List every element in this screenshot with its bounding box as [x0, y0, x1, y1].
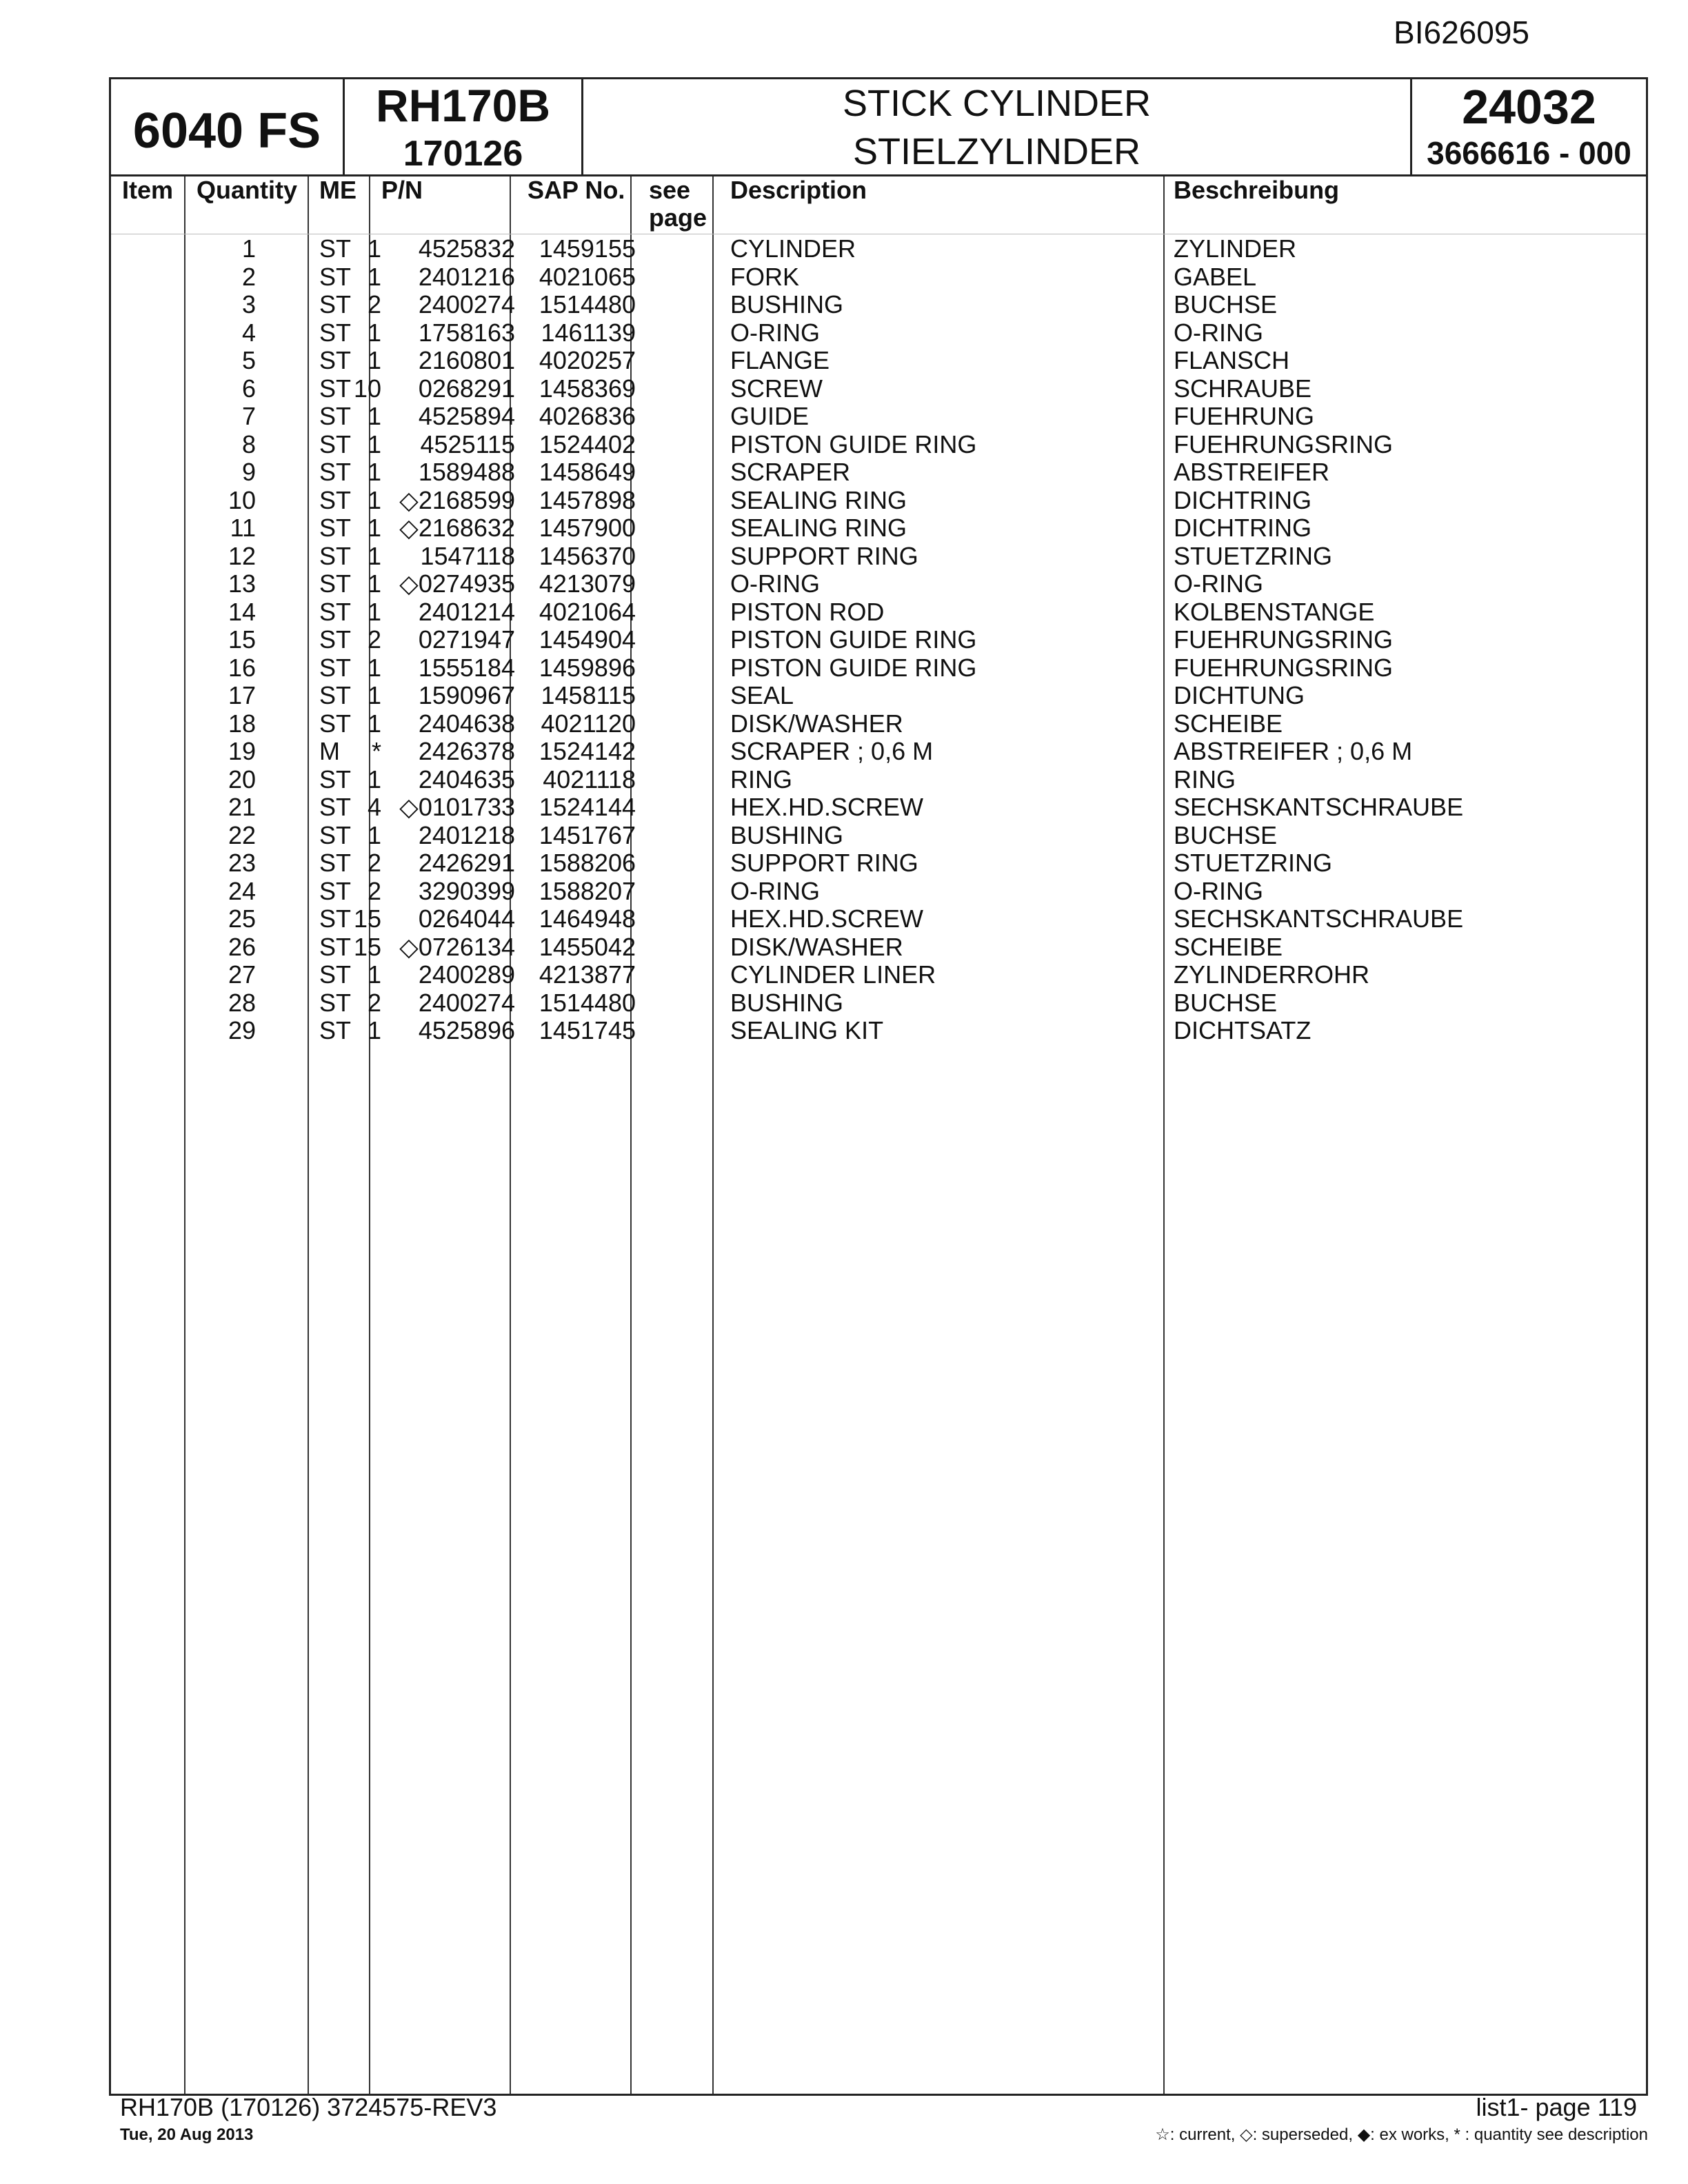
cell-quantity: 1 [367, 234, 381, 263]
cell-beschreibung: FUEHRUNGSRING [1174, 653, 1394, 682]
cell-sap: 1451745 [539, 1016, 636, 1044]
cell-beschreibung: DICHTUNG [1174, 681, 1305, 709]
cell-item: 2 [241, 262, 256, 291]
cell-pn: 2400274 [418, 290, 515, 318]
cell-me: ST [319, 820, 352, 849]
footer-reference: RH170B (170126) 3724575-REV3 [120, 2093, 497, 2121]
table-row [111, 905, 1646, 933]
cell-beschreibung: RING [1174, 765, 1236, 793]
cell-sap: 1524142 [539, 737, 636, 765]
table-row [111, 263, 1646, 292]
cell-item: 9 [241, 458, 256, 486]
cell-pn: 2400289 [418, 960, 515, 989]
cell-description: PISTON GUIDE RING [730, 625, 977, 654]
cell-description: CYLINDER [730, 234, 856, 263]
cell-quantity: 1 [367, 569, 381, 598]
col-header-see-page [649, 176, 707, 232]
cell-pn: ◇2168599 [399, 485, 515, 514]
table-row [111, 738, 1646, 766]
cell-sap: 1457900 [539, 514, 636, 542]
table-row [111, 375, 1646, 403]
footer-legend: ☆: current, ◇: superseded, ◆: ex works, * : quantity see description [1155, 2125, 1648, 2144]
table-row [111, 514, 1646, 543]
cell-item: 6 [241, 374, 256, 403]
cell-pn: 4525832 [418, 234, 515, 263]
table-row [111, 598, 1646, 627]
cell-me: ST [319, 290, 352, 318]
table-row [111, 822, 1646, 850]
cell-description: SUPPORT RING [730, 849, 918, 877]
cell-beschreibung: SCHEIBE [1174, 709, 1283, 738]
cell-me: ST [319, 653, 352, 682]
cell-sap: 1514480 [539, 988, 636, 1017]
cell-quantity: 1 [367, 653, 381, 682]
catalog-page-number: 24032 [1462, 80, 1596, 134]
cell-item: 21 [228, 793, 256, 821]
cell-beschreibung: SECHSKANTSCHRAUBE [1174, 793, 1464, 821]
cell-pn: 4525896 [418, 1016, 515, 1044]
cell-quantity: 2 [367, 988, 381, 1017]
cell-beschreibung: STUETZRING [1174, 849, 1332, 877]
cell-quantity: 2 [367, 849, 381, 877]
cell-description: O-RING [730, 569, 820, 598]
cell-me: M [319, 737, 340, 765]
cell-item: 26 [228, 932, 256, 961]
cell-item: 10 [228, 485, 256, 514]
cell-beschreibung: STUETZRING [1174, 541, 1332, 570]
cell-quantity: 1 [367, 402, 381, 430]
cell-description: BUSHING [730, 820, 844, 849]
cell-item: 11 [230, 514, 256, 542]
cell-beschreibung: GABEL [1174, 262, 1257, 291]
cell-pn: ◇0726134 [399, 932, 515, 961]
table-row [111, 458, 1646, 487]
cell-item: 5 [241, 346, 256, 374]
cell-quantity: 2 [367, 625, 381, 654]
title-cell [583, 79, 1412, 174]
cell-me: ST [319, 234, 352, 263]
col-header-description: Description [730, 176, 867, 204]
cell-item: 24 [228, 876, 256, 905]
cell-item: 18 [228, 709, 256, 738]
cell-sap: 1514480 [539, 290, 636, 318]
model-name: RH170B [375, 80, 551, 131]
cell-me: ST [319, 318, 352, 347]
cell-description: HEX.HD.SCREW [730, 793, 924, 821]
cell-sap: 1524402 [539, 429, 636, 458]
cell-beschreibung: DICHTSATZ [1174, 1016, 1312, 1044]
cell-pn: 3290399 [418, 876, 515, 905]
cell-description: DISK/WASHER [730, 709, 903, 738]
cell-description: SEAL [730, 681, 794, 709]
cell-beschreibung: KOLBENSTANGE [1174, 597, 1375, 626]
cell-sap: 1588207 [539, 876, 636, 905]
cell-item: 17 [228, 681, 256, 709]
cell-description: SCREW [730, 374, 823, 403]
cell-me: ST [319, 402, 352, 430]
cell-sap: 1588206 [539, 849, 636, 877]
cell-beschreibung: ZYLINDERROHR [1174, 960, 1370, 989]
cell-pn: ◇0274935 [399, 569, 515, 598]
cell-pn: 2401214 [418, 597, 515, 626]
cell-quantity: 1 [367, 429, 381, 458]
cell-beschreibung: ABSTREIFER [1174, 458, 1330, 486]
cell-item: 16 [228, 653, 256, 682]
table-row [111, 570, 1646, 598]
cell-pn: 4525894 [418, 402, 515, 430]
table-row [111, 989, 1646, 1018]
col-header-item: Item [122, 176, 174, 204]
cell-description: SEALING RING [730, 514, 907, 542]
cell-item: 27 [228, 960, 256, 989]
cell-me: ST [319, 346, 352, 374]
table-row [111, 710, 1646, 738]
cell-pn: 2401216 [418, 262, 515, 291]
cell-sap: 1454904 [539, 625, 636, 654]
cell-item: 8 [241, 429, 256, 458]
cell-sap: 4021065 [539, 262, 636, 291]
cell-me: ST [319, 793, 352, 821]
table-row [111, 626, 1646, 654]
cell-sap: 4020257 [539, 346, 636, 374]
cell-description: PISTON ROD [730, 597, 885, 626]
table-row [111, 849, 1646, 878]
cell-sap: 4213079 [539, 569, 636, 598]
cell-pn: 2400274 [418, 988, 515, 1017]
cell-pn: 2404635 [418, 765, 515, 793]
cell-me: ST [319, 374, 352, 403]
cell-quantity: 1 [367, 514, 381, 542]
cell-quantity: 1 [367, 681, 381, 709]
table-row [111, 766, 1646, 794]
cell-me: ST [319, 681, 352, 709]
table-row [111, 878, 1646, 906]
cell-description: RING [730, 765, 792, 793]
cell-item: 14 [228, 597, 256, 626]
cell-pn: 2426291 [418, 849, 515, 877]
cell-sap: 1455042 [539, 932, 636, 961]
table-row [111, 291, 1646, 319]
cell-beschreibung: BUCHSE [1174, 290, 1278, 318]
table-row [111, 682, 1646, 710]
cell-me: ST [319, 541, 352, 570]
cell-sap: 1458115 [541, 681, 636, 709]
cell-me: ST [319, 485, 352, 514]
cell-sap: 1457898 [539, 485, 636, 514]
cell-me: ST [319, 904, 352, 933]
cell-item: 15 [228, 625, 256, 654]
cell-quantity: 1 [367, 820, 381, 849]
cell-pn: 1555184 [418, 653, 515, 682]
cell-quantity: * [371, 737, 381, 765]
table-row [111, 487, 1646, 515]
table-row [111, 347, 1646, 375]
cell-description: SUPPORT RING [730, 541, 918, 570]
cell-beschreibung: O-RING [1174, 876, 1263, 905]
cell-beschreibung: ZYLINDER [1174, 234, 1297, 263]
cell-item: 19 [228, 737, 256, 765]
title-german: STIELZYLINDER [852, 131, 1141, 172]
title-english: STICK CYLINDER [842, 83, 1152, 124]
cell-me: ST [319, 765, 352, 793]
document-number: 3666616 - 000 [1427, 135, 1631, 171]
cell-item: 28 [228, 988, 256, 1017]
cell-quantity: 1 [367, 262, 381, 291]
cell-beschreibung: SCHEIBE [1174, 932, 1283, 961]
cell-quantity: 1 [367, 458, 381, 486]
col-header-beschreibung: Beschreibung [1174, 176, 1340, 204]
cell-sap: 4021064 [539, 597, 636, 626]
cell-quantity: 1 [367, 318, 381, 347]
cell-sap: 1459155 [539, 234, 636, 263]
cell-description: GUIDE [730, 402, 810, 430]
cell-me: ST [319, 429, 352, 458]
cell-beschreibung: BUCHSE [1174, 820, 1278, 849]
cell-quantity: 4 [367, 793, 381, 821]
footer-list-page: list1- page 119 [1476, 2093, 1637, 2121]
cell-item: 3 [241, 290, 256, 318]
cell-item: 20 [228, 765, 256, 793]
cell-sap: 1456370 [539, 541, 636, 570]
cell-pn: 1547118 [420, 541, 515, 570]
cell-description: O-RING [730, 876, 820, 905]
cell-description: HEX.HD.SCREW [730, 904, 924, 933]
cell-pn: ◇2168632 [399, 514, 515, 542]
cell-pn: 0264044 [418, 904, 515, 933]
cell-quantity: 15 [353, 932, 381, 961]
cell-item: 12 [228, 541, 256, 570]
cell-sap: 1458369 [539, 374, 636, 403]
cell-me: ST [319, 262, 352, 291]
cell-description: PISTON GUIDE RING [730, 653, 977, 682]
cell-description: CYLINDER LINER [730, 960, 936, 989]
model-cell [345, 79, 583, 174]
cell-description: SEALING RING [730, 485, 907, 514]
parts-list-frame [109, 77, 1648, 2096]
table-row [111, 933, 1646, 962]
cell-beschreibung: DICHTRING [1174, 485, 1312, 514]
cell-item: 4 [241, 318, 256, 347]
footer-date: Tue, 20 Aug 2013 [120, 2125, 254, 2144]
cell-quantity: 10 [353, 374, 381, 403]
cell-me: ST [319, 709, 352, 738]
cell-pn: 1590967 [418, 681, 515, 709]
cell-description: FLANGE [730, 346, 830, 374]
cell-quantity: 1 [367, 485, 381, 514]
cell-sap: 4021120 [541, 709, 636, 738]
table-row [111, 793, 1646, 822]
cell-beschreibung: FUEHRUNGSRING [1174, 429, 1394, 458]
cell-pn: 2404638 [418, 709, 515, 738]
cell-me: ST [319, 876, 352, 905]
cell-description: SCRAPER ; 0,6 M [730, 737, 934, 765]
cell-beschreibung: DICHTRING [1174, 514, 1312, 542]
title-block [111, 79, 1646, 176]
cell-me: ST [319, 932, 352, 961]
cell-pn: 0271947 [418, 625, 515, 654]
machine-cell [111, 79, 345, 174]
table-row [111, 654, 1646, 682]
cell-quantity: 1 [367, 597, 381, 626]
cell-sap: 1459896 [539, 653, 636, 682]
cell-sap: 4026836 [539, 402, 636, 430]
cell-description: O-RING [730, 318, 820, 347]
cell-quantity: 15 [353, 904, 381, 933]
cell-description: DISK/WASHER [730, 932, 903, 961]
cell-sap: 4213877 [539, 960, 636, 989]
cell-me: ST [319, 988, 352, 1017]
cell-beschreibung: SCHRAUBE [1174, 374, 1312, 403]
cell-me: ST [319, 458, 352, 486]
col-header-me: ME [319, 176, 356, 204]
col-header-see: see [649, 176, 691, 204]
cell-me: ST [319, 569, 352, 598]
cell-quantity: 1 [367, 1016, 381, 1044]
col-header-page: page [649, 203, 707, 232]
table-row [111, 431, 1646, 459]
cell-item: 1 [241, 234, 256, 263]
cell-beschreibung: O-RING [1174, 569, 1263, 598]
cell-description: BUSHING [730, 290, 844, 318]
cell-item: 7 [241, 402, 256, 430]
cell-beschreibung: O-RING [1174, 318, 1263, 347]
cell-beschreibung: ABSTREIFER ; 0,6 M [1174, 737, 1413, 765]
cell-pn: 4525115 [420, 429, 515, 458]
cell-quantity: 1 [367, 541, 381, 570]
cell-me: ST [319, 849, 352, 877]
parts-table-body [111, 235, 1646, 1045]
document-id: BI626095 [1394, 14, 1529, 50]
cell-me: ST [319, 1016, 352, 1044]
cell-beschreibung: BUCHSE [1174, 988, 1278, 1017]
cell-quantity: 1 [367, 709, 381, 738]
cell-me: ST [319, 960, 352, 989]
cell-pn: 0268291 [418, 374, 515, 403]
cell-description: BUSHING [730, 988, 844, 1017]
cell-pn: 2401218 [418, 820, 515, 849]
cell-pn: 1758163 [418, 318, 515, 347]
cell-pn: 2160801 [418, 346, 515, 374]
cell-beschreibung: FUEHRUNGSRING [1174, 625, 1394, 654]
cell-me: ST [319, 625, 352, 654]
cell-beschreibung: SECHSKANTSCHRAUBE [1174, 904, 1464, 933]
cell-description: FORK [730, 262, 800, 291]
cell-sap: 1458649 [539, 458, 636, 486]
cell-pn: 1589488 [418, 458, 515, 486]
cell-me: ST [319, 597, 352, 626]
col-header-sap: SAP No. [528, 176, 625, 204]
serial-number: 170126 [403, 134, 523, 174]
cell-sap: 1524144 [539, 793, 636, 821]
cell-sap: 1464948 [539, 904, 636, 933]
cell-quantity: 1 [367, 960, 381, 989]
table-row [111, 403, 1646, 431]
cell-item: 25 [228, 904, 256, 933]
table-row [111, 1017, 1646, 1045]
cell-sap: 1451767 [539, 820, 636, 849]
cell-description: SEALING KIT [730, 1016, 884, 1044]
col-header-quantity: Quantity [197, 176, 298, 204]
cell-pn: ◇0101733 [399, 793, 515, 821]
cell-sap: 1461139 [541, 318, 636, 347]
cell-description: PISTON GUIDE RING [730, 429, 977, 458]
cell-quantity: 2 [367, 876, 381, 905]
page-cell [1412, 79, 1646, 174]
col-header-pn: P/N [381, 176, 423, 204]
cell-sap: 4021118 [543, 765, 636, 793]
cell-item: 23 [228, 849, 256, 877]
cell-item: 13 [228, 569, 256, 598]
table-row [111, 319, 1646, 347]
table-row [111, 961, 1646, 989]
cell-beschreibung: FLANSCH [1174, 346, 1290, 374]
machine-type: 6040 FS [132, 103, 321, 159]
cell-description: SCRAPER [730, 458, 851, 486]
table-row [111, 543, 1646, 571]
cell-me: ST [319, 514, 352, 542]
cell-quantity: 1 [367, 765, 381, 793]
cell-item: 29 [228, 1016, 256, 1044]
table-row [111, 235, 1646, 263]
cell-beschreibung: FUEHRUNG [1174, 402, 1314, 430]
cell-pn: 2426378 [418, 737, 515, 765]
cell-quantity: 1 [367, 346, 381, 374]
cell-item: 22 [228, 820, 256, 849]
cell-quantity: 2 [367, 290, 381, 318]
